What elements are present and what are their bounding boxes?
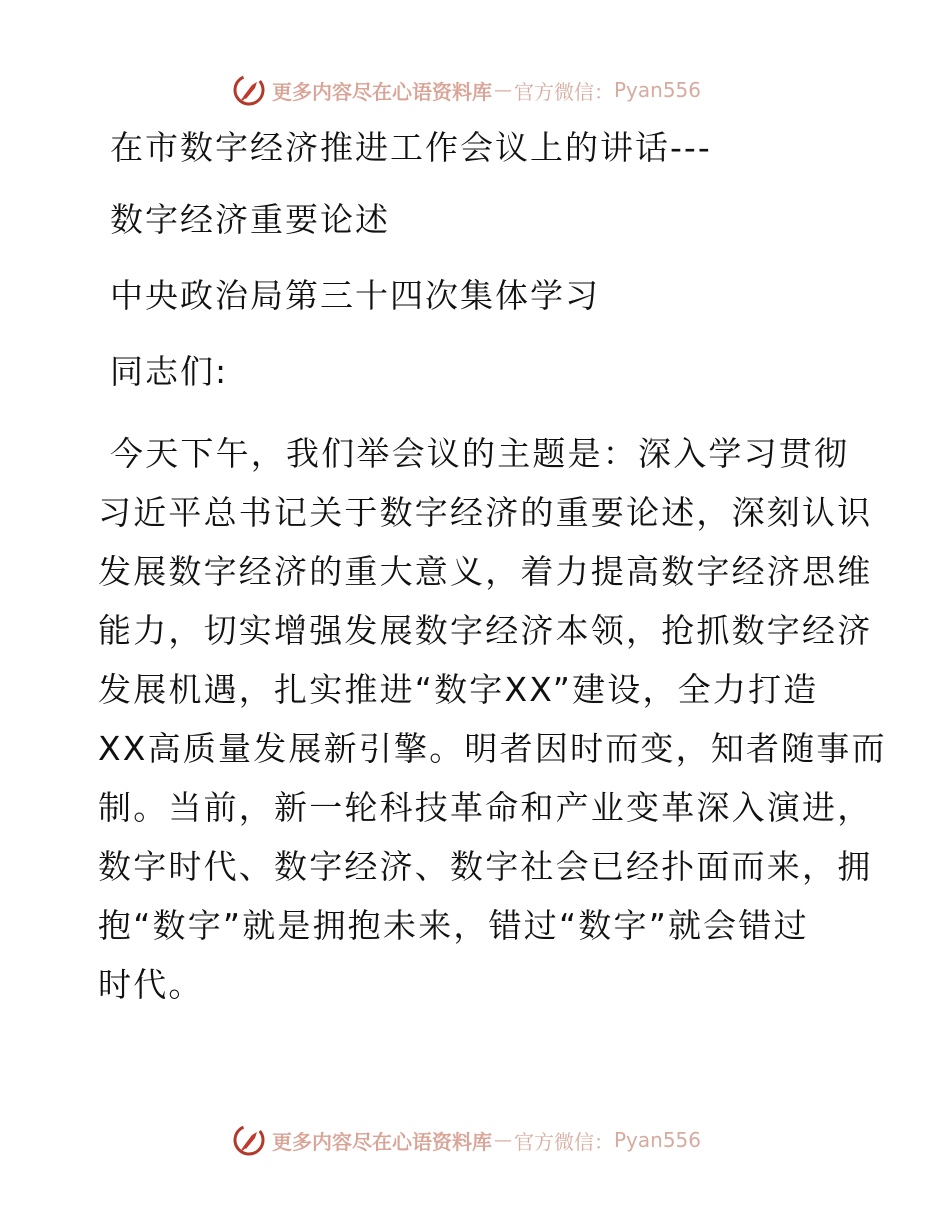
watermark-sub-text: 官方微信： [514, 1129, 614, 1154]
paragraph-line: 今天下午，我们举会议的主题是：深入学习贯彻 [110, 434, 850, 473]
document-subtitle-2: 中央政治局第三十四次集体学习 [110, 276, 600, 315]
paragraph-line: 习近平总书记关于数字经济的重要论述，深刻认识 [98, 493, 873, 532]
document-subtitle: 数字经济重要论述 [110, 200, 390, 239]
watermark-dash: — [494, 1129, 512, 1151]
paragraph-line: 制。当前，新一轮科技革命和产业变革深入演进， [98, 788, 873, 827]
paragraph-line: 抱“数字”就是拥抱未来，错过“数字”就会错过 [98, 906, 809, 945]
document-title: 在市数字经济推进工作会议上的讲话--- [110, 128, 712, 167]
footer-watermark [232, 1122, 701, 1158]
watermark-sub-text: 官方微信： [514, 79, 614, 104]
paragraph-line: 能力，切实增强发展数字经济本领，抢抓数字经济 [98, 611, 873, 650]
watermark-main-text: 更多内容尽在心语资料库 [272, 1129, 492, 1154]
paragraph-line: 时代。 [98, 965, 204, 1004]
pen-nib-logo-icon [232, 1123, 266, 1157]
paragraph-line: 发展机遇，扎实推进“数字XX”建设，全力打造 [98, 670, 819, 709]
header-watermark [232, 72, 701, 108]
paragraph-line: 数字时代、数字经济、数字社会已经扑面而来，拥 [98, 847, 873, 886]
pen-nib-logo-icon [232, 73, 266, 107]
paragraph-line: XX高质量发展新引擎。明者因时而变，知者随事而 [98, 729, 887, 768]
body-paragraph [98, 424, 887, 1014]
watermark-main-text: 更多内容尽在心语资料库 [272, 79, 492, 104]
watermark-wechat-id: Pyan556 [614, 78, 702, 102]
watermark-dash: — [494, 79, 512, 101]
paragraph-line: 发展数字经济的重大意义，着力提高数字经济思维 [98, 552, 873, 591]
watermark-wechat-id: Pyan556 [614, 1128, 702, 1152]
greeting: 同志们: [110, 352, 229, 391]
